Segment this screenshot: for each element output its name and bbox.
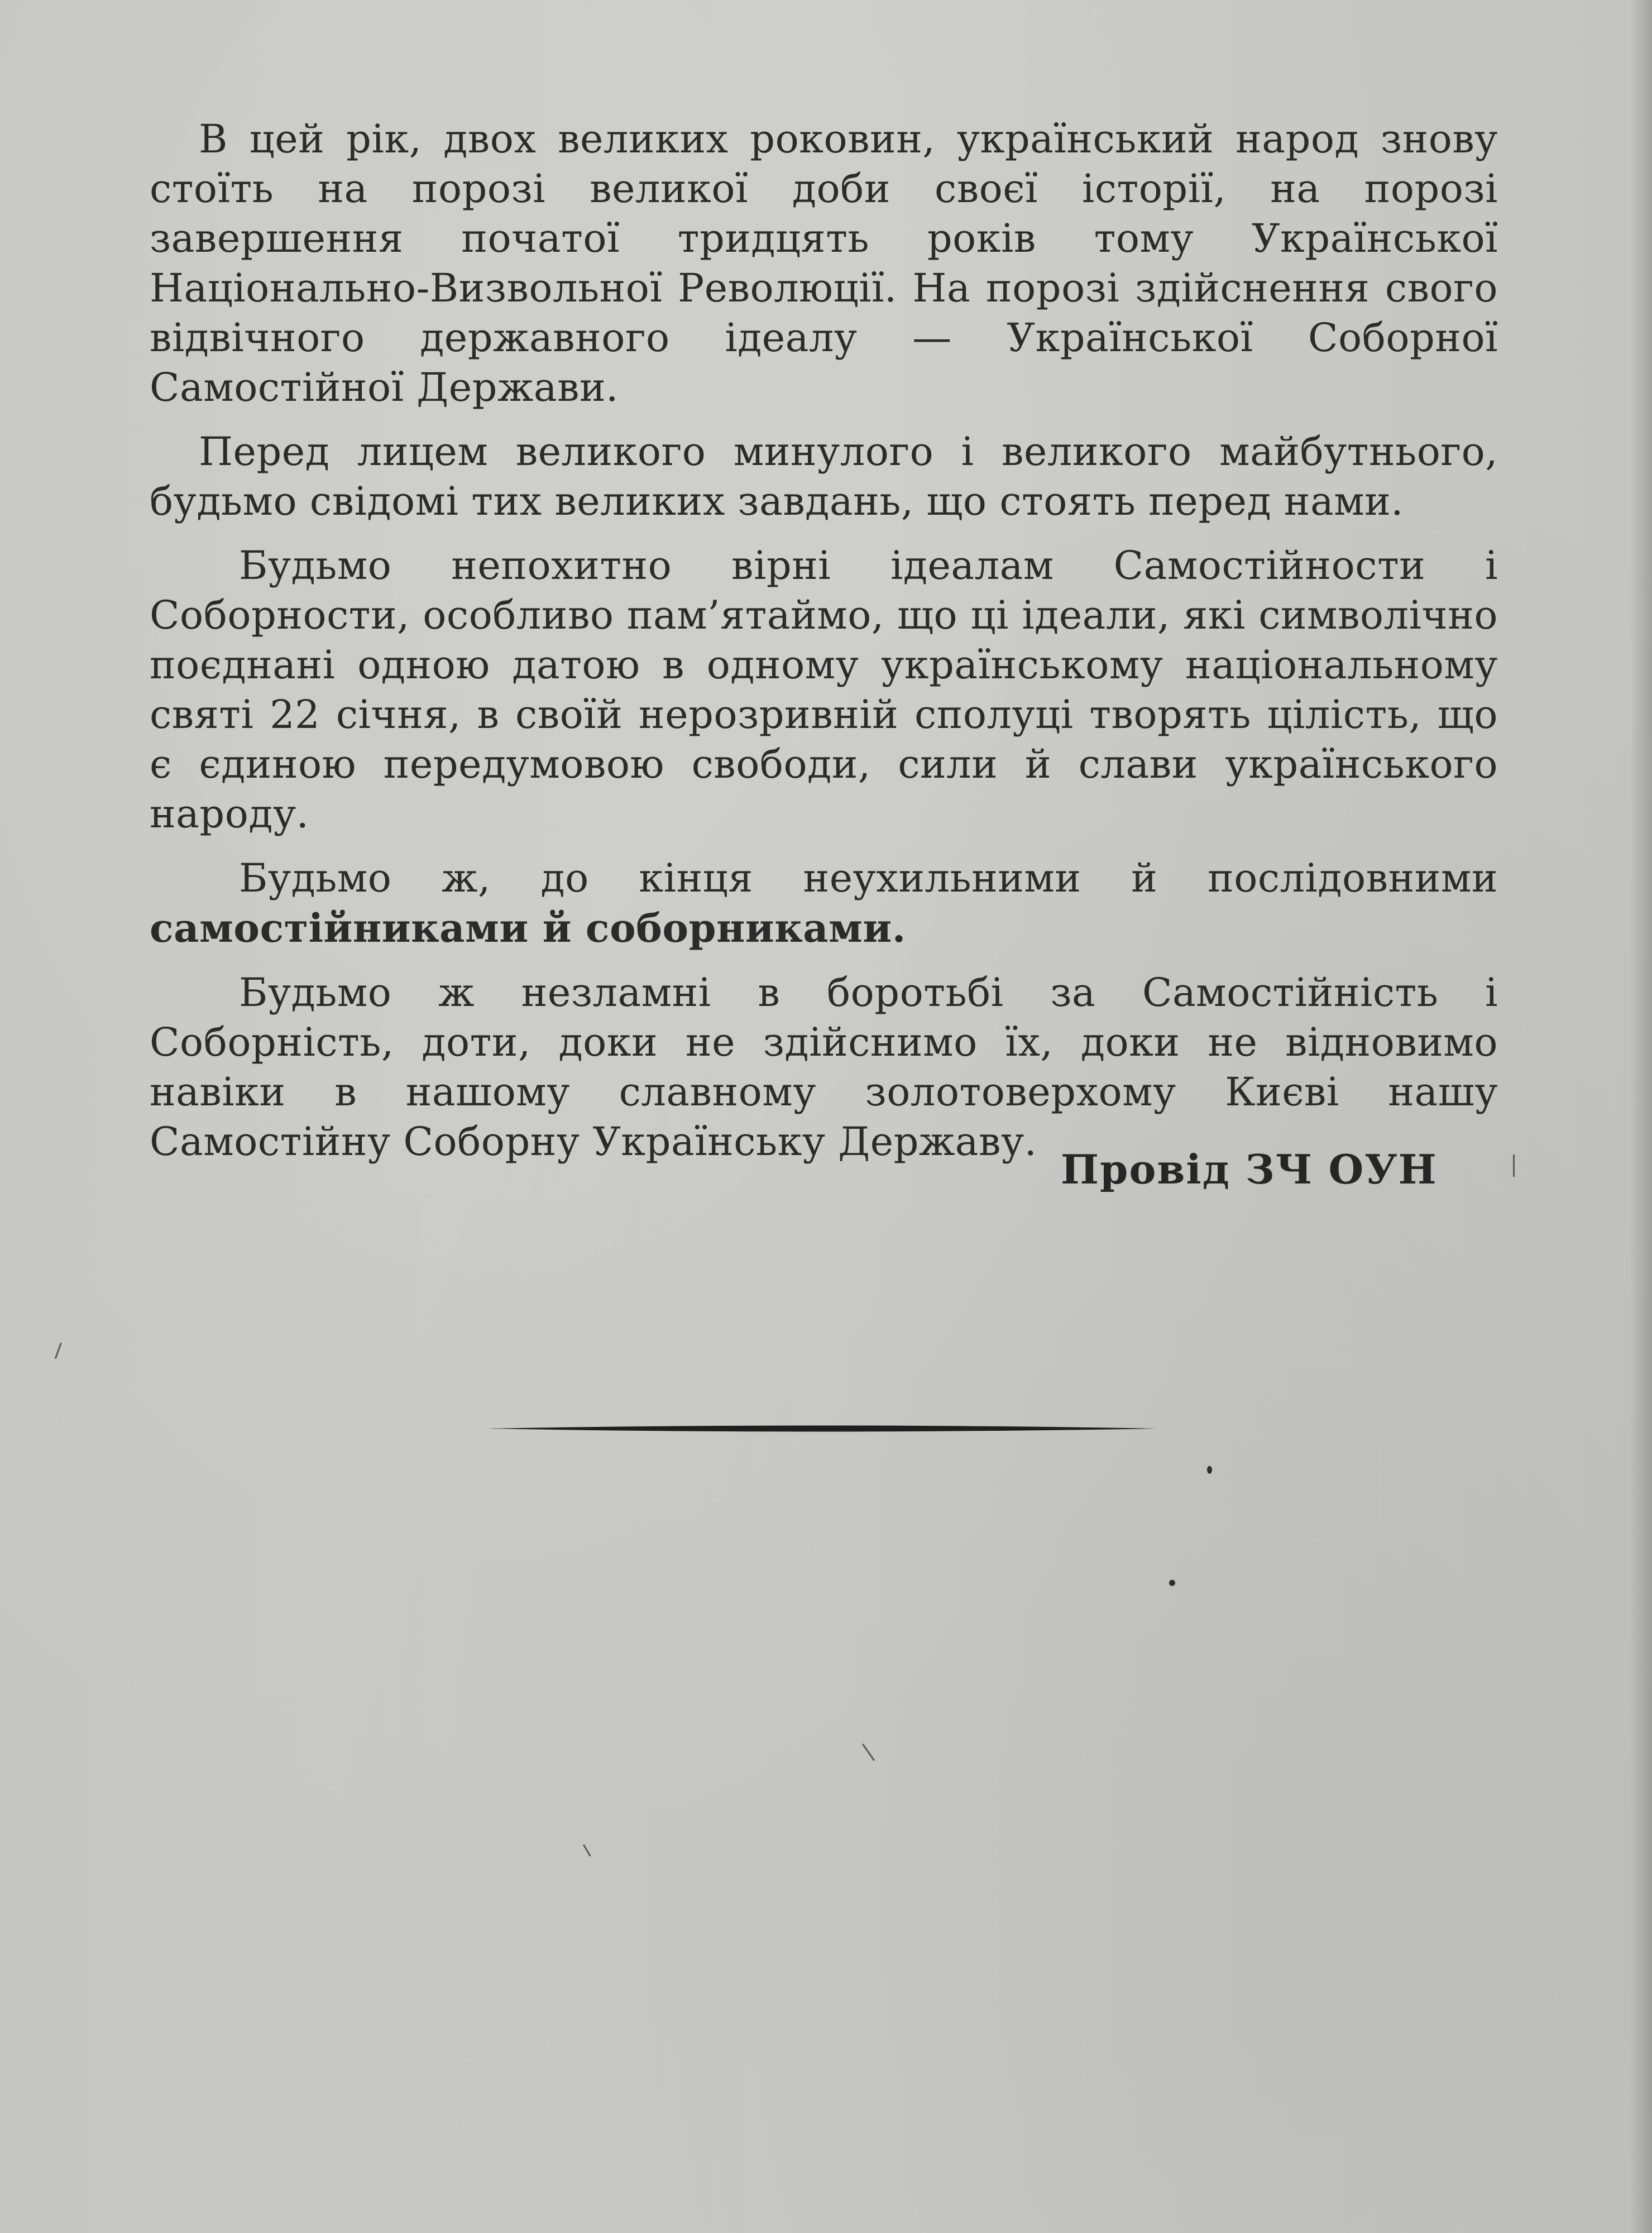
paragraph-4-text: Будьмо ж, до кінця неухильними й послідовними [239, 855, 1498, 901]
paragraph-5: Будьмо ж незламні в боротьбі за Самостійність і Соборність, доти, доки не здійснимо їх, доки не відновимо навіки в нашому славному золотоверхому Києві нашу Самостійну Соборну Українську Державу. [150, 970, 1498, 1165]
paragraph-4 [150, 854, 1498, 953]
document-body [150, 114, 1498, 1181]
print-scratch [55, 1343, 62, 1359]
print-scratch [1513, 1154, 1515, 1177]
signature: Провід ЗЧ ОУН [1061, 1146, 1438, 1193]
decorative-rule [487, 1422, 1157, 1435]
page-edge-shadow [1630, 0, 1652, 2233]
paragraph-1: В цей рік, двох великих роковин, український народ знову стоїть на порозі великої доби своєї історії, на порозі завершення початої тридцять років тому Української Національно-Визвольної Революції. На порозі здійснення свого відвічного державного ідеалу — Української Соборної Самостійної Держави. [150, 116, 1498, 410]
paragraph-3: Будьмо непохитно вірні ідеалам Самостійности і Соборности, особливо пам’ятаймо, що ці ідеали, які символічно поєднані одною датою в одному українському національному святі 22 січня, в своїй нерозривній сполуці творять цілість, що є єдиною передумовою свободи, сили й слави українського народу. [150, 543, 1498, 837]
print-scratch [862, 1743, 875, 1761]
paragraph-2: Перед лицем великого минулого і великого майбутнього, будьмо свідомі тих великих завдань, що стоять перед нами. [150, 429, 1498, 524]
print-speck [1169, 1580, 1175, 1586]
print-speck [1207, 1466, 1212, 1474]
paragraph-4-bold-text: самостійниками й соборниками. [150, 905, 906, 951]
print-scratch [583, 1844, 591, 1857]
